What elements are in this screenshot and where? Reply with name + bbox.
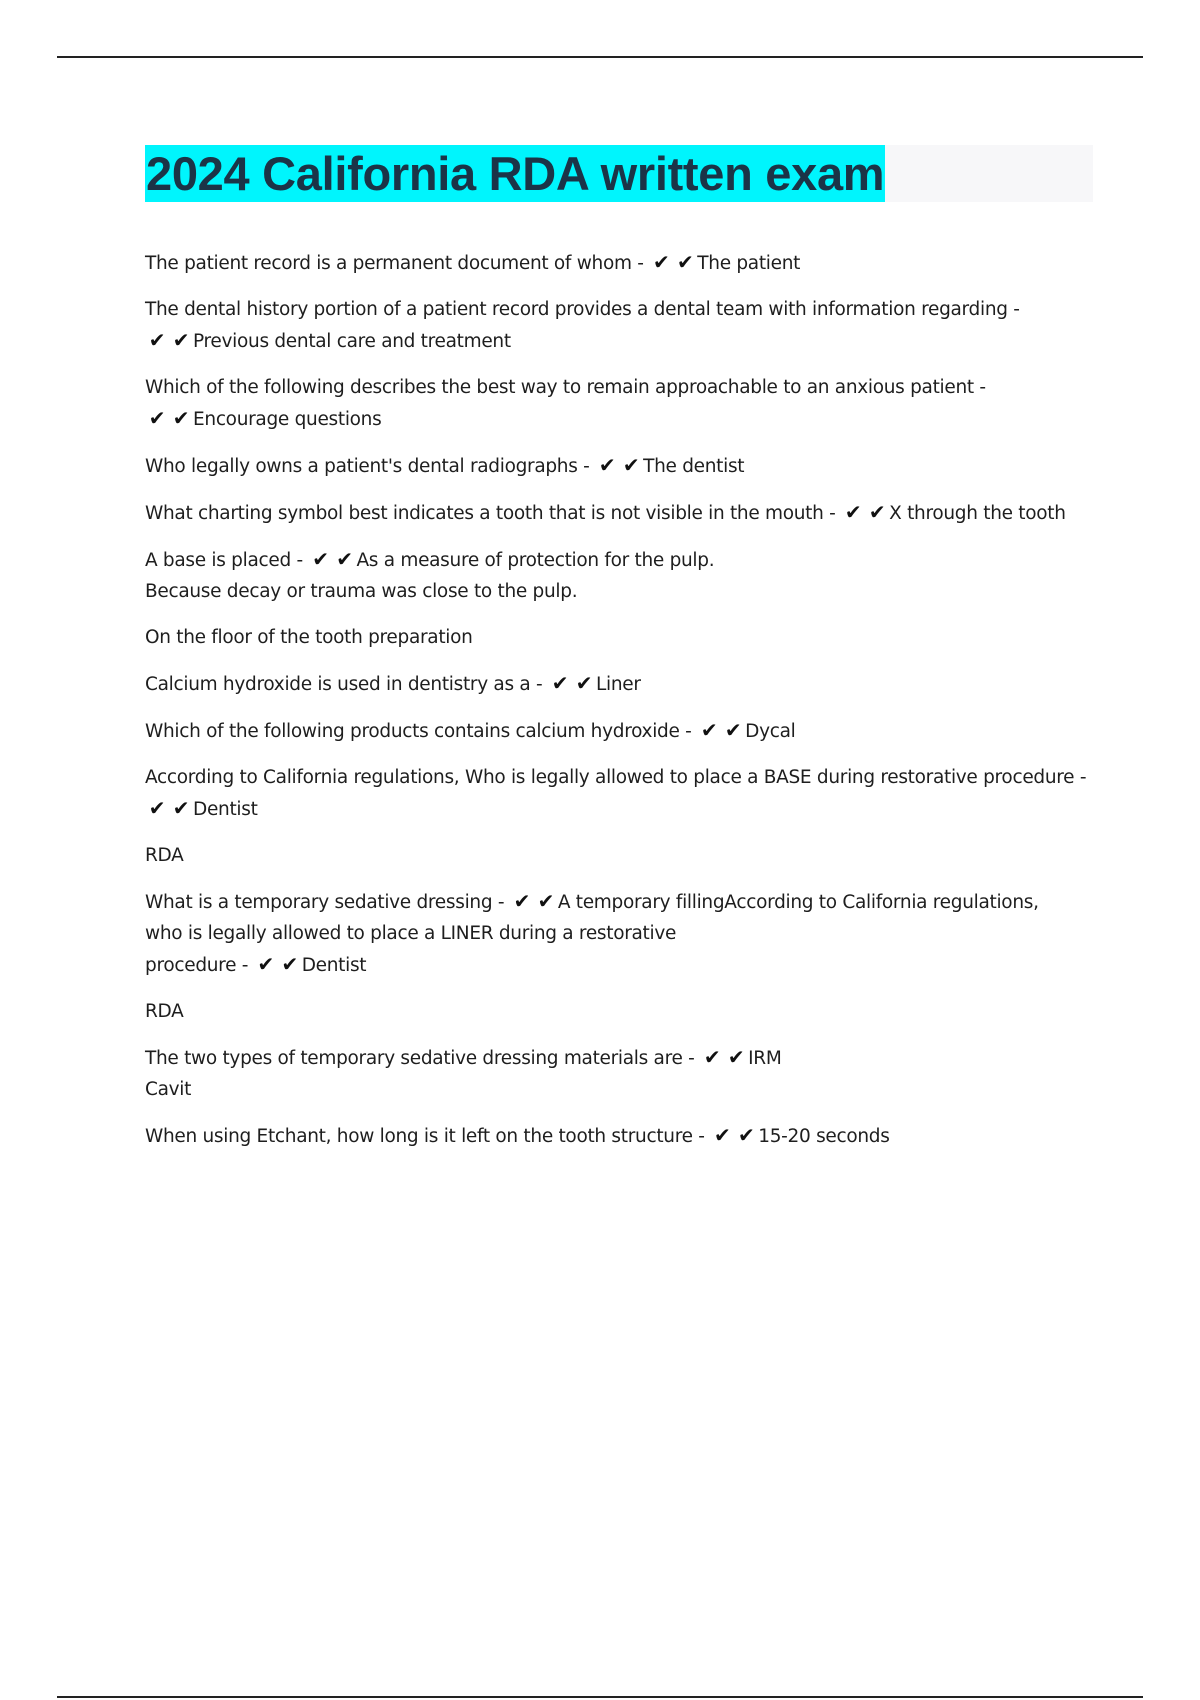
question-text: When using Etchant, how long is it left on the tooth structure - <box>145 1126 705 1147</box>
check-icon: ✔ <box>312 547 329 571</box>
answer-text: Encourage questions <box>193 409 382 430</box>
check-icon: ✔ <box>727 1045 745 1069</box>
answer-text: Previous dental care and treatment <box>193 331 511 352</box>
check-icon: ✔ <box>844 500 862 524</box>
qa-item <box>145 762 1100 825</box>
check-icon: ✔ <box>868 500 886 524</box>
check-icon: ✔ <box>703 1045 721 1069</box>
check-icon: ✔ <box>172 328 190 352</box>
check-icon: ✔ <box>575 671 593 695</box>
qa-item <box>145 497 1100 529</box>
check-icon: ✔ <box>281 952 298 976</box>
answer-continuation: who is legally allowed to place a LINER during a restorative <box>145 923 677 944</box>
qa-item <box>145 1042 1100 1105</box>
check-icon: ✔ <box>537 889 555 913</box>
answer-text: Dentist <box>301 955 367 976</box>
answer-text: The patient <box>697 253 801 274</box>
check-icon: ✔ <box>336 547 353 571</box>
document-body <box>145 247 1100 1167</box>
question-text: According to California regulations, Who is legally allowed to place a BASE during restorative procedure - <box>145 767 1087 788</box>
qa-item <box>145 1120 1100 1152</box>
question-text: What is a temporary sedative dressing - <box>145 892 505 913</box>
top-rule <box>57 56 1143 58</box>
question-text: Calcium hydroxide is used in dentistry as a - <box>145 674 543 695</box>
qa-item <box>145 372 1100 435</box>
answer-continuation: Cavit <box>145 1079 192 1100</box>
check-icon: ✔ <box>714 1123 731 1147</box>
check-icon: ✔ <box>148 406 166 430</box>
check-icon: ✔ <box>700 718 718 742</box>
answer-text: A temporary fillingAccording to California regulations, <box>557 892 1039 913</box>
qa-item <box>145 715 1100 747</box>
qa-item <box>145 668 1100 700</box>
question-text: Which of the following products contains calcium hydroxide - <box>145 721 692 742</box>
answer-continuation: Because decay or trauma was close to the pulp. <box>145 581 578 602</box>
check-icon: ✔ <box>172 406 190 430</box>
bottom-rule <box>57 1696 1143 1698</box>
question-text: What charting symbol best indicates a tooth that is not visible in the mouth - <box>145 503 836 524</box>
question-text: The dental history portion of a patient record provides a dental team with information regarding - <box>145 299 1020 320</box>
answer-text: As a measure of protection for the pulp. <box>356 550 715 571</box>
qa-item <box>145 294 1100 357</box>
qa-item <box>145 450 1100 482</box>
check-icon: ✔ <box>551 671 569 695</box>
check-icon: ✔ <box>257 952 274 976</box>
question-text: Who legally owns a patient's dental radiographs - <box>145 456 590 477</box>
question-text: The patient record is a permanent document of whom - <box>145 253 644 274</box>
plain-line: On the floor of the tooth preparation <box>145 627 473 648</box>
plain-line: RDA <box>145 1001 184 1022</box>
answer-text: X through the tooth <box>889 503 1066 524</box>
answer-text: Liner <box>595 674 641 695</box>
check-icon: ✔ <box>148 328 166 352</box>
answer-text: Dycal <box>745 721 796 742</box>
qa-item <box>145 886 1100 981</box>
question-text: procedure - <box>145 955 249 976</box>
question-text: A base is placed - <box>145 550 303 571</box>
answer-text: 15-20 seconds <box>758 1126 890 1147</box>
question-text: Which of the following describes the best way to remain approachable to an anxious patient - <box>145 377 986 398</box>
plain-line: RDA <box>145 845 184 866</box>
check-icon: ✔ <box>598 453 616 477</box>
check-icon: ✔ <box>653 250 670 274</box>
answer-text: Dentist <box>193 799 258 820</box>
check-icon: ✔ <box>622 453 640 477</box>
page-title: 2024 California RDA written exam <box>146 147 885 200</box>
check-icon: ✔ <box>677 250 694 274</box>
check-icon: ✔ <box>172 796 190 820</box>
question-text: The two types of temporary sedative dressing materials are - <box>145 1048 695 1069</box>
qa-item <box>145 247 1100 279</box>
check-icon: ✔ <box>724 718 742 742</box>
answer-text: The dentist <box>643 456 745 477</box>
check-icon: ✔ <box>513 889 531 913</box>
qa-item <box>145 544 1100 607</box>
check-icon: ✔ <box>148 796 166 820</box>
check-icon: ✔ <box>738 1123 755 1147</box>
answer-text: IRM <box>748 1048 782 1069</box>
